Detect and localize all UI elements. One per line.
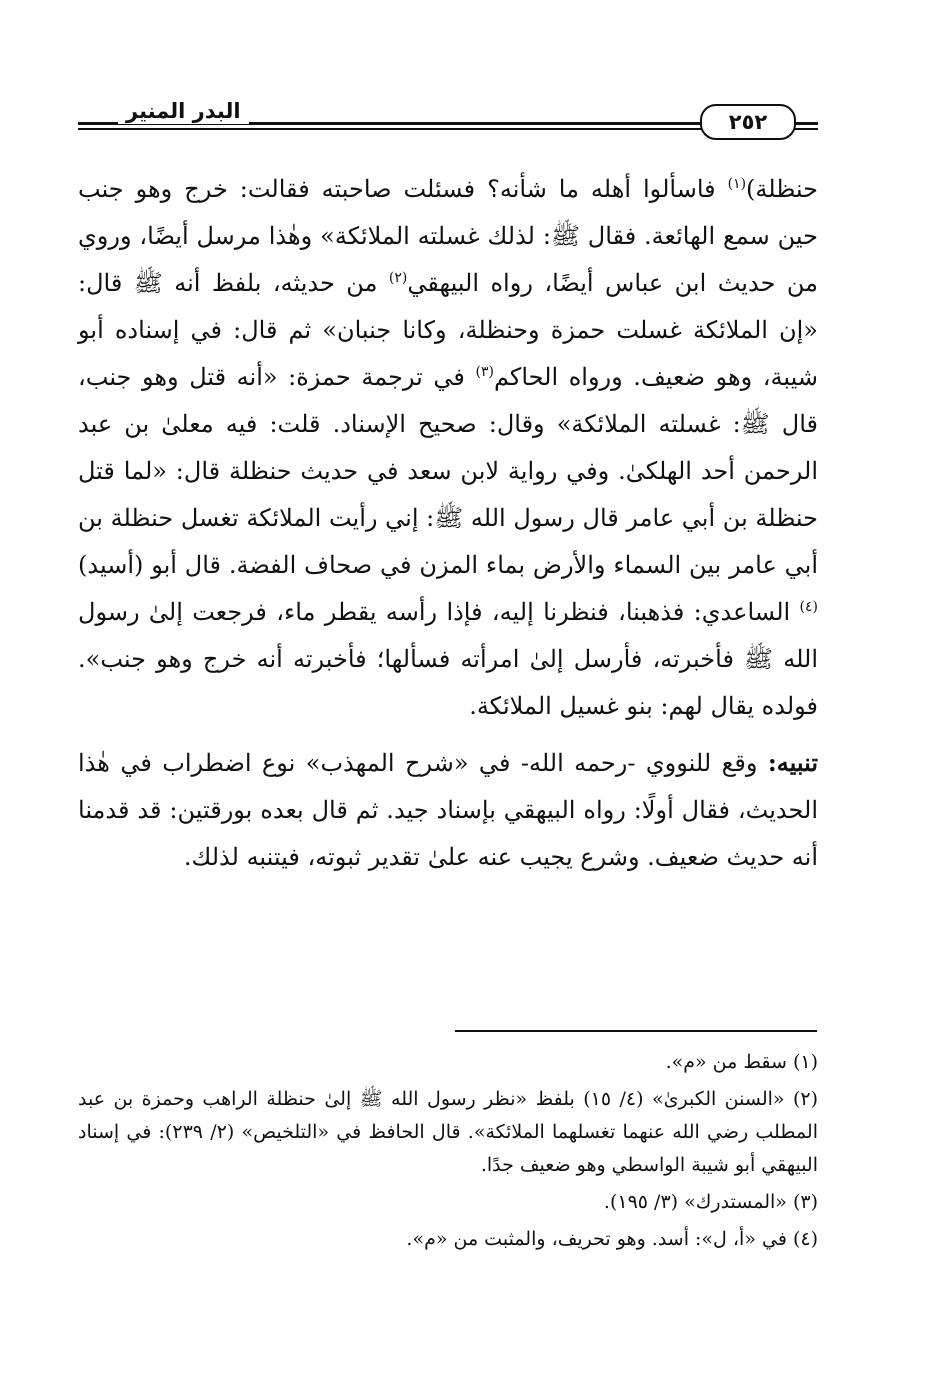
text-span: الساعدي: فذهبنا، فنظرنا إليه، فإذا رأسه يقطر ماء، فرجعت إلىٰ رسول الله ﷺ فأخبرته، فأرسل إلىٰ امرأته فسألها؛ فأخبرته أنه خرج وهو جنب». فولده يقال لهم: بنو غسيل الملائكة. [78,598,818,720]
text-span: من حديثه، بلفظ أنه ﷺ قال: «إن الملائكة غسلت حمزة وحنظلة، وكانا جنبان» ثم قال: في إسناده أبو شيبة، وهو ضعيف. ورواه الحاكم [78,269,818,391]
note-label: تنبيه: [767,748,818,777]
footnote-separator [455,1030,817,1032]
footnote: (٣) «المستدرك» (٣/ ١٩٥). [603,1191,818,1213]
page-header [78,98,818,138]
footnote: (١) سقط من «م». [665,1051,818,1073]
text-span: فاسألوا أهله ما شأنه؟ فسئلت صاحبته فقالت: خرج وهو جنب حين سمع الهائعة. فقال ﷺ: لذلك غسلته الملائكة» وهٰذا مرسل أيضًا، وروي من حديث ابن عباس أيضًا، رواه البيهقي [78,175,818,297]
footnote: (٢) «السنن الكبرىٰ» (٤/ ١٥) بلفظ «نظر رسول الله ﷺ إلىٰ حنظلة الراهب وحمزة بن عبد المطلب رضي الله عنهما تغسلهما الملائكة». قال الحافظ في «التلخيص» (٢/ ٢٣٩): في إسناد البيهقي أبو شيبة الواسطي وهو ضعيف جدًا. [78,1088,819,1176]
footnote-ref: (٤) [799,599,818,615]
text-span: في ترجمة حمزة: «أنه قتل وهو جنب، قال ﷺ: غسلته الملائكة» وقال: صحيح الإسناد. قلت: فيه معلىٰ بن عبد الرحمن أحد الهلكىٰ. وفي رواية لابن سعد في حديث حنظلة قال: «لما قتل حنظلة بن أبي عامر قال رسول الله ﷺ: إني رأيت الملائكة تغسل حنظلة بن أبي عامر بين السماء والأرض بماء المزن في صحاف الفضة. قال أبو (أسيد) [78,363,818,579]
note-text: وقع للنووي -رحمه الله- في «شرح المهذب» نوع اضطراب في هٰذا الحديث، فقال أولًا: رواه البيهقي بإسناد جيد. ثم قال بعده بورقتين: قد قدمنا أنه حديث ضعيف. وشرع يجيب عنه علىٰ تقدير ثبوته، فيتنبه لذلك. [78,749,818,871]
footnote: (٤) في «أ، ل»: أسد. وهو تحريف، والمثبت من «م». [406,1228,818,1250]
footnote-ref: (١) [727,176,747,192]
paragraph [78,166,818,730]
footnote-ref: (٣) [475,364,494,380]
main-text [78,166,818,881]
footnotes [78,1046,818,1260]
page-number: ٢٥٢ [700,104,796,140]
running-title: البدر المنير [118,98,249,124]
text-span: حنظلة) [746,175,818,203]
footnote-ref: (٢) [388,270,408,286]
note-paragraph [78,739,818,881]
